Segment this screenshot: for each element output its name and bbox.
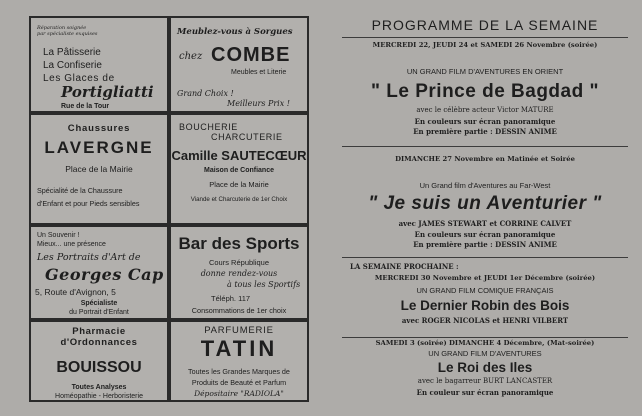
- ad-line: La Pâtisserie: [43, 47, 101, 58]
- divider: [342, 37, 628, 38]
- film-actor: avec le célèbre acteur Victor MATURE: [416, 106, 554, 114]
- ad-line: Meubles et Literie: [231, 69, 287, 76]
- ad-line: Mieux... une présence: [37, 241, 106, 248]
- ad-phone: Téléph. 117: [211, 294, 251, 303]
- ad-business-name: Bar des Sports: [178, 234, 300, 253]
- film-kind: UN GRAND FILM D'AVENTURES: [428, 349, 542, 358]
- ad-line: du Portrait d'Enfant: [69, 309, 129, 316]
- film-dates: MERCREDI 30 Novembre et JEUDI 1er Décembre (soirée): [374, 274, 596, 282]
- program-title: PROGRAMME DE LA SEMAINE: [371, 17, 599, 33]
- ad-business-name: TATIN: [200, 336, 278, 361]
- ad-business-name: Georges Cap: [45, 265, 164, 284]
- ad-business-name: COMBE: [211, 44, 291, 66]
- ad-line: Spécialiste: [80, 300, 118, 307]
- advertisements-grid: [29, 16, 309, 402]
- ad-portigliatti: [29, 16, 169, 113]
- film-title: " Le Prince de Bagdad ": [370, 81, 599, 102]
- ad-note: par spécialiste exquises: [37, 31, 98, 37]
- ad-heading: PARFUMERIE: [204, 325, 274, 336]
- film-title: Le Roi des Iles: [437, 360, 533, 375]
- ad-line: à tous les Sportifs: [227, 280, 301, 289]
- ad-line: Les Portraits d'Art de: [37, 252, 141, 263]
- ad-heading: BOUCHERIE: [179, 122, 238, 132]
- next-week-label: LA SEMAINE PROCHAINE :: [350, 262, 459, 271]
- ad-line: Cours République: [208, 258, 270, 267]
- ad-line: donne rendez-vous: [200, 269, 278, 278]
- divider: [342, 337, 628, 338]
- ad-line: Spécialité de la Chaussure: [37, 186, 123, 195]
- film-dates: DIMANCHE 27 Novembre en Matinée et Soirée: [395, 155, 575, 163]
- ad-line: Les Glaces de: [43, 73, 115, 84]
- ad-tatin: [169, 320, 309, 402]
- ad-line: Grand Choix !: [177, 89, 234, 98]
- ad-heading: Pharmacie: [72, 326, 126, 337]
- ad-line: Toutes les Grandes Marques de: [188, 367, 290, 376]
- film-format: En couleur sur écran panoramique: [416, 388, 554, 397]
- film-title: Le Dernier Robin des Bois: [400, 298, 570, 313]
- film-title: " Je suis un Aventurier ": [368, 193, 602, 214]
- divider: [342, 146, 628, 147]
- film-premiere: En première partie : DESSIN ANIME: [413, 127, 557, 136]
- ad-business-name: BOUISSOU: [56, 359, 142, 376]
- ad-line: Maison de Confiance: [203, 167, 274, 174]
- ad-line: Un Souvenir !: [37, 232, 80, 239]
- ad-line: Place de la Mairie: [65, 164, 133, 174]
- ad-line: Viande et Charcuterie de 1er Choix: [190, 196, 288, 203]
- film-format: En couleurs sur écran panoramique: [414, 230, 556, 239]
- ad-line: chez: [179, 51, 203, 62]
- ad-heading: d'Ordonnances: [60, 337, 138, 348]
- ad-line: Homéopathie - Herboristerie: [55, 393, 143, 400]
- ad-lavergne: [29, 113, 169, 225]
- ad-combe: [169, 16, 309, 113]
- film-kind: UN GRAND FILM COMIQUE FRANÇAIS: [416, 286, 554, 295]
- ad-business-name: Portigliatti: [61, 83, 154, 101]
- film-actor: avec le bagarreur BURT LANCASTER: [417, 377, 553, 385]
- ad-heading: CHARCUTERIE: [211, 132, 283, 142]
- ad-line: Meilleurs Prix !: [227, 99, 290, 108]
- ad-sautecoeur: [169, 113, 309, 225]
- ad-line: d'Enfant et pour Pieds sensibles: [37, 199, 140, 208]
- ad-line: Consommations de 1er choix: [191, 306, 287, 315]
- ad-address: 5, Route d'Avignon, 5: [35, 287, 116, 297]
- ad-line: Toutes Analyses: [71, 384, 127, 391]
- film-kind: UN GRAND FILM D'AVENTURES EN ORIENT: [406, 67, 564, 76]
- ad-bouissou: [29, 320, 169, 402]
- ad-georges-cap: [29, 225, 169, 320]
- film-actor: avec ROGER NICOLAS et HENRI VILBERT: [401, 316, 569, 325]
- ad-heading: Chaussures: [67, 123, 131, 134]
- ad-business-name: LAVERGNE: [44, 138, 154, 157]
- film-dates: SAMEDI 3 (soirée) DIMANCHE 4 Décembre, (Mat-soirée): [375, 339, 595, 347]
- film-dates: MERCREDI 22, JEUDI 24 et SAMEDI 26 Novembre (soirée): [372, 41, 598, 49]
- film-format: En couleurs sur écran panoramique: [414, 117, 556, 126]
- ad-business-name: Camille SAUTECŒUR: [171, 148, 307, 163]
- film-actor: avec JAMES STEWART et CORRINE CALVET: [398, 219, 572, 228]
- film-kind: Un Grand film d'Aventures au Far-West: [419, 181, 551, 190]
- ad-line: Place de la Mairie: [209, 180, 269, 189]
- divider: [342, 257, 628, 258]
- ad-line: La Confiserie: [43, 60, 102, 71]
- ad-note: Réparation soignée: [37, 25, 87, 31]
- ad-heading: Meublez-vous à Sorgues: [177, 27, 293, 37]
- ad-line: Dépositaire "RADIOLA": [194, 389, 284, 398]
- ad-bar-des-sports: [169, 225, 309, 320]
- film-premiere: En première partie : DESSIN ANIME: [413, 240, 557, 249]
- ad-address: Rue de la Tour: [61, 103, 110, 110]
- program-column: [340, 10, 630, 410]
- ad-line: Produits de Beauté et Parfum: [191, 378, 287, 387]
